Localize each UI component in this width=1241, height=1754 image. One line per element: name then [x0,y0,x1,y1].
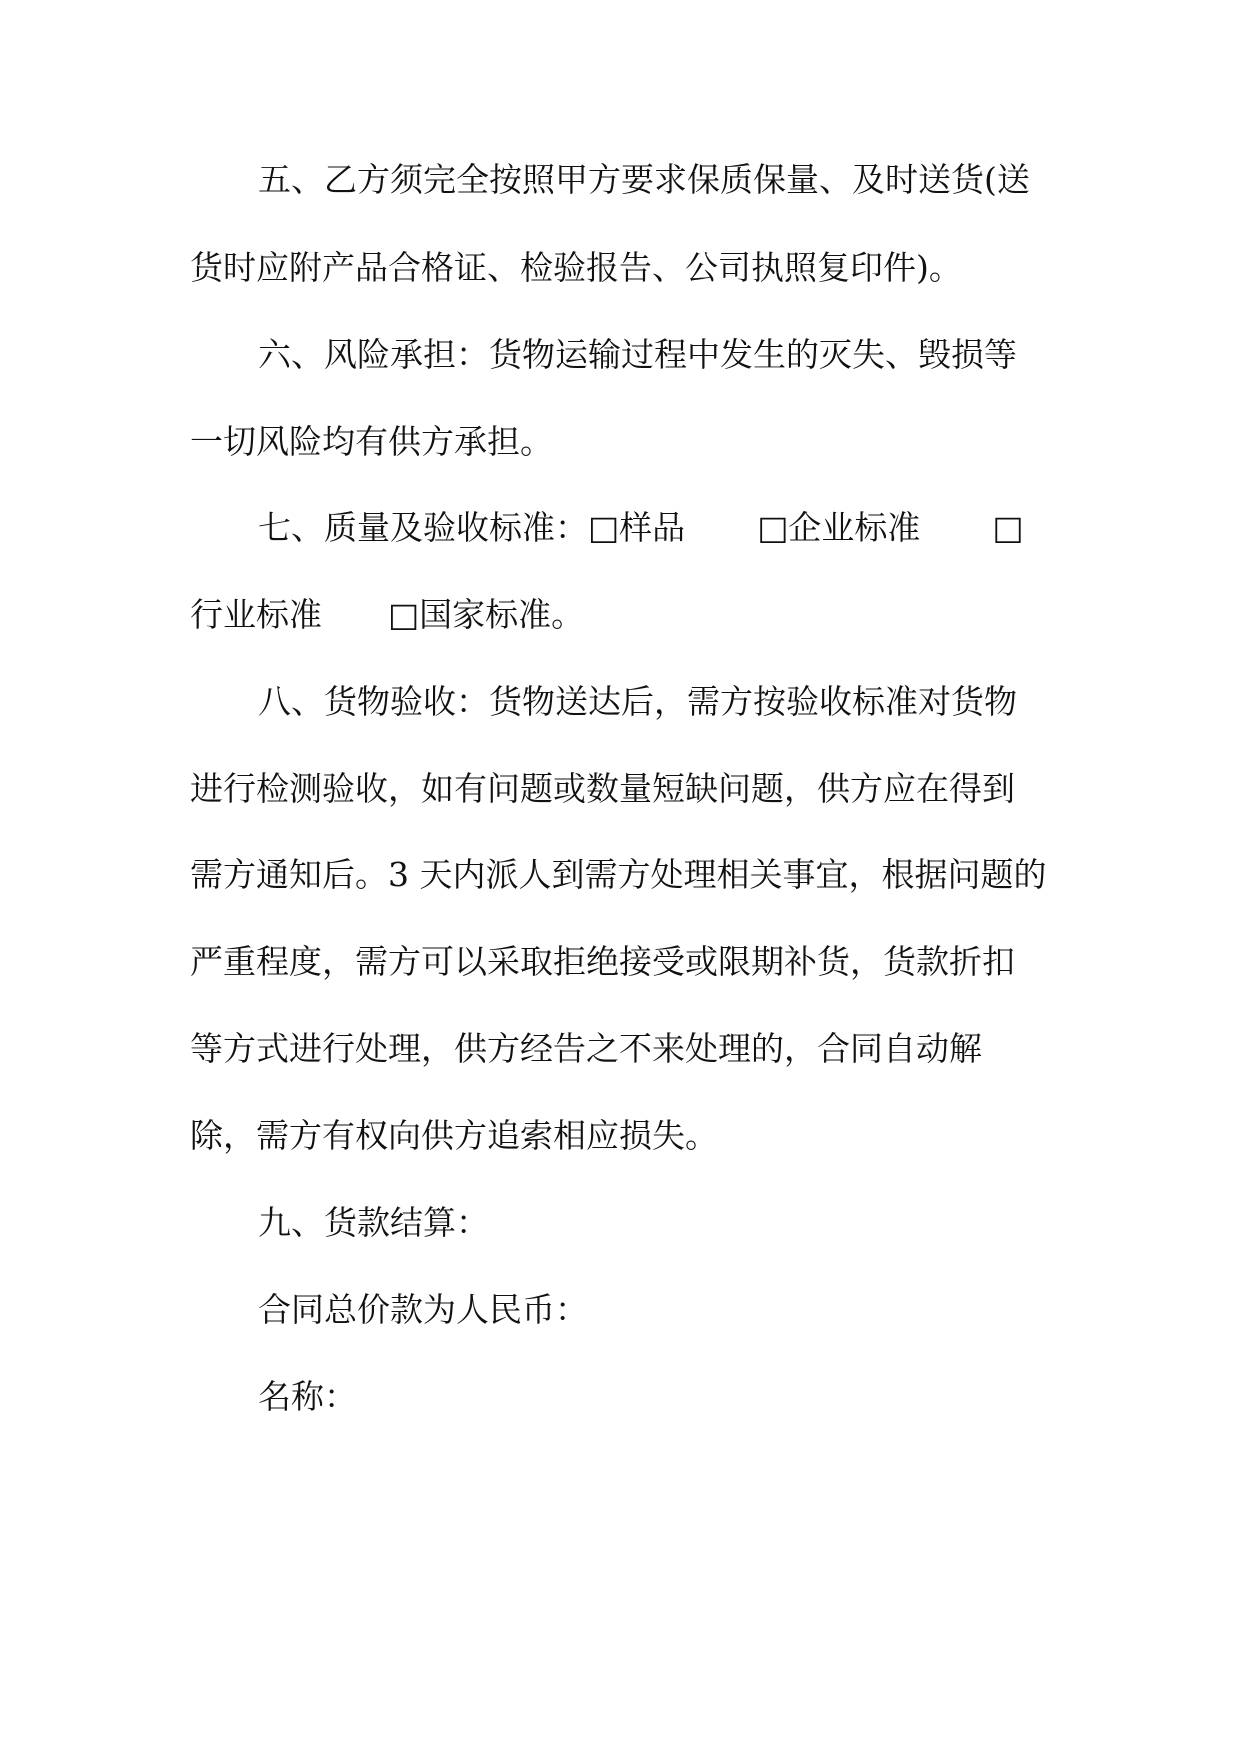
clause8-line2: 进行检测验收，如有问题或数量短缺问题，供方应在得到 [190,769,1015,808]
clause8-line1: 八、货物验收：货物送达后，需方按验收标准对货物 [258,682,1017,721]
clause8-line6: 除，需方有权向供方追索相应损失。 [190,1116,718,1155]
clause8-line4: 严重程度，需方可以采取拒绝接受或限期补货，货款折扣 [190,942,1015,981]
option-national-standard: □国家标准。 [388,595,585,634]
clause7-prefix: 七、质量及验收标准： [258,508,588,547]
clause5-line2: 货时应附产品合格证、检验报告、公司执照复印件)。 [190,248,962,287]
clause5-line1: 五、乙方须完全按照甲方要求保质保量、及时送货(送 [258,160,1030,199]
clause9-total-price: 合同总价款为人民币： [258,1290,588,1329]
clause6-line1: 六、风险承担：货物运输过程中发生的灭失、毁损等 [258,335,1017,374]
clause7-line2 [190,595,584,635]
clause8-line3: 需方通知后。3 天内派人到需方处理相关事宜，根据问题的 [190,855,1047,894]
clause7-line1 [258,508,1024,548]
option-industry-standard: 行业标准 [190,595,322,634]
clause8-line5: 等方式进行处理，供方经告之不来处理的，合同自动解 [190,1029,982,1068]
option-industry-checkbox: □ [992,508,1024,547]
clause6-line2: 一切风险均有供方承担。 [190,422,553,461]
clause9-heading: 九、货款结算： [258,1203,489,1242]
clause9-name: 名称： [258,1377,357,1416]
option-sample: □样品 [588,508,686,547]
option-enterprise-standard: □企业标准 [757,508,921,547]
